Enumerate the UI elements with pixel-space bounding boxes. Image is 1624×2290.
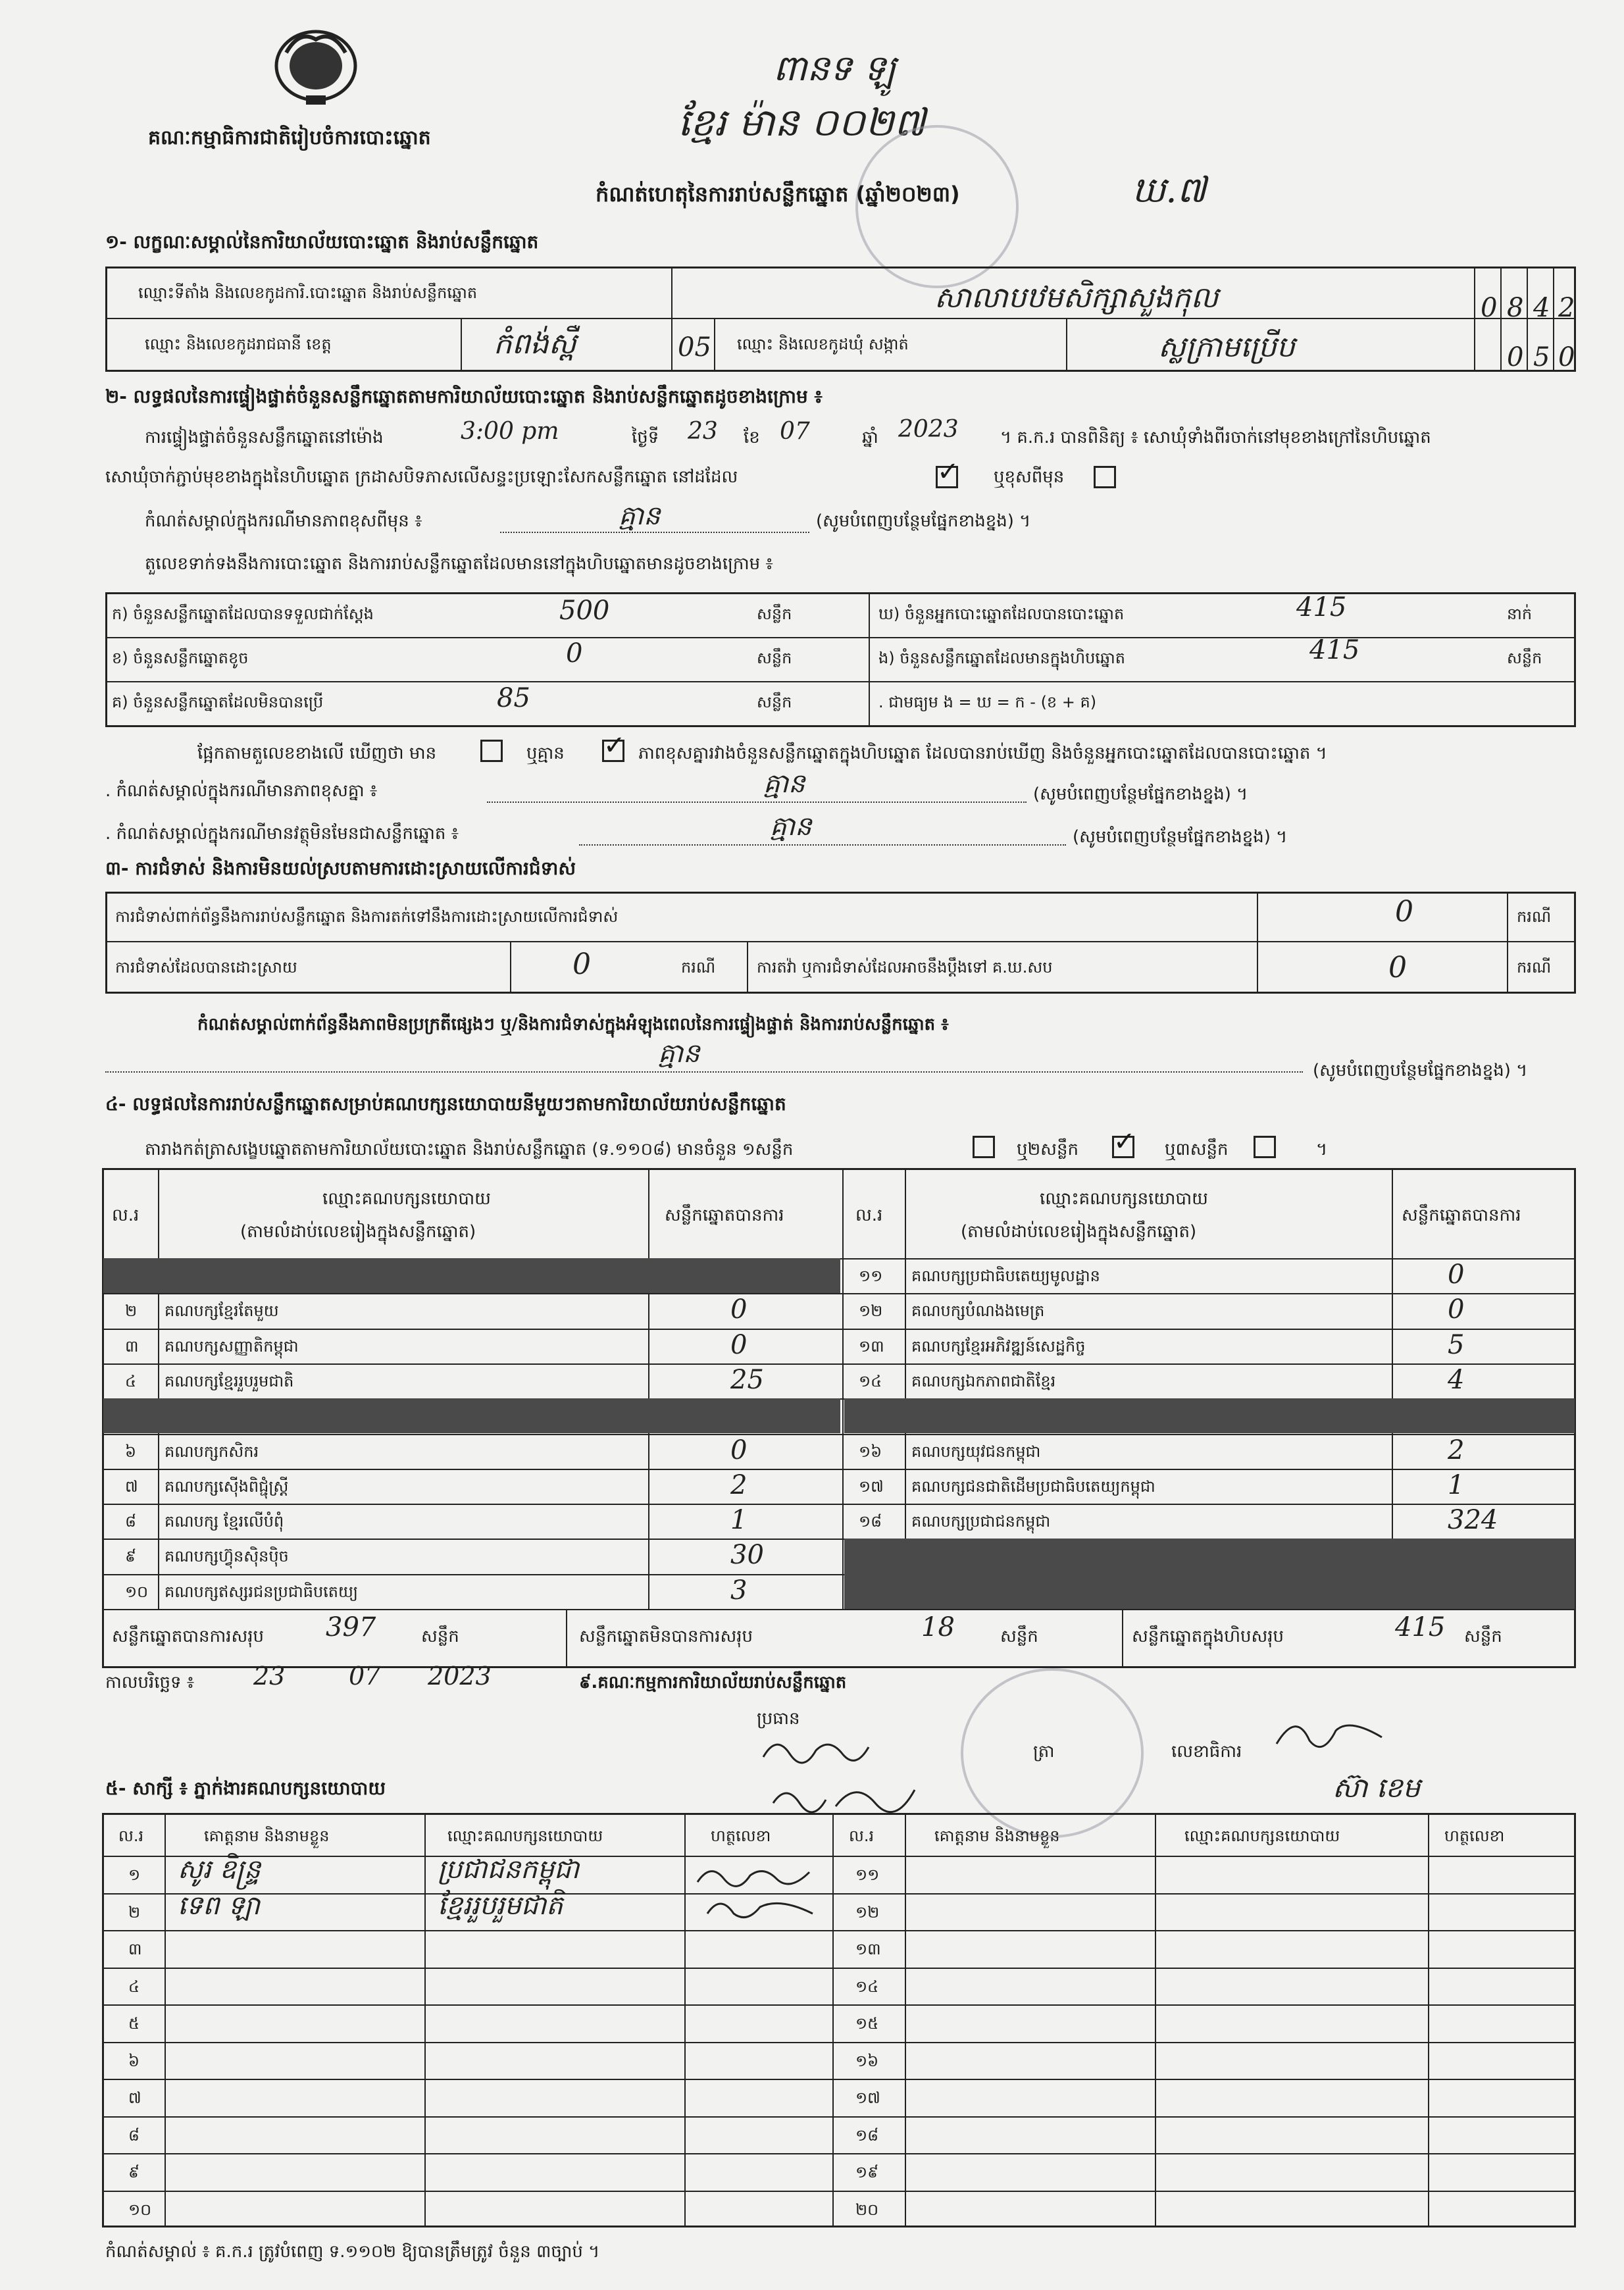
irregularity-note-label: កំណត់សម្គាល់ពាក់ព័ន្ធនឹងភាពមិនប្រក្រតីផ្សេងៗ ឬ/និងការជំទាស់ក្នុងអំឡុងពេលនៃការផ្ទៀងផ្ទាត់ និងការរាប់សន្លឹកឆ្នោត ៖ — [197, 1015, 949, 1034]
party-name-left: គណបក្សខ្មែរតែមួយ — [165, 1302, 279, 1321]
resolved-value: 0 — [572, 948, 591, 981]
witness-number-left: ៩ — [128, 2163, 140, 2181]
witness-number-right: ១២ — [855, 1902, 880, 1921]
objection-total-label: ការជំទាស់ពាក់ព័ន្ធនឹងការរាប់សន្លឹកឆ្នោត និងការតក់ទៅនឹងការដោះស្រាយលើការជំទាស់ — [115, 907, 619, 926]
spoiled-ballots-label: ខ) ចំនួនសន្លឹកឆ្នោតខូច — [112, 649, 249, 667]
witness-sig-header-left: ហត្ថលេខា — [711, 1827, 771, 1845]
verify-line-e: ។ គ.ក.រ បានពិនិត្យ ៖ សោឃុំទាំងពីរចាក់នៅមុខខាងក្រៅនៃហិបឆ្នោត — [1000, 428, 1431, 447]
total-invalid-label: សន្លឹកឆ្នោតមិនបានការសរុប — [579, 1627, 753, 1646]
row-divider-right — [842, 1329, 1576, 1330]
witness-1-name: សូរ ឧិន្ទ្រ — [178, 1854, 261, 1885]
witness-number-right: ១៧ — [855, 2089, 880, 2107]
section1-heading: ១- លក្ខណៈសម្គាល់នៃការិយាល័យបោះឆ្នោត និងរាប់សន្លឹកឆ្នោត — [105, 231, 539, 253]
witness-party-header-left: ឈ្មោះគណបក្សនយោបាយ — [447, 1827, 603, 1845]
party-table-votes-header-left: សន្លឹកឆ្នោតបានការ — [665, 1206, 784, 1225]
witness-row-divider — [102, 1968, 1576, 1969]
received-ballots-value: 500 — [559, 596, 610, 626]
verify-month: 07 — [780, 418, 810, 445]
difference-note-value: គ្មាន — [763, 769, 805, 799]
party-votes-left: 0 — [730, 1329, 748, 1360]
witness-party-header-right: ឈ្មោះគណបក្សនយោបាយ — [1184, 1827, 1340, 1845]
party-number-right: ១៤ — [859, 1371, 882, 1390]
witness-number-right: ១៤ — [855, 1977, 879, 1996]
party-table-votes-header-right: សន្លឹកឆ្នោតបានការ — [1402, 1206, 1521, 1225]
counts-intro: តួលេខទាក់ទងនឹងការបោះឆ្នោត និងការរាប់សន្លឹកឆ្នោតដែលមាននៅក្នុងហិបឆ្នោតមានដូចខាងក្រោម ៖ — [145, 554, 773, 574]
party-name-right: គណបក្សប្រជាធិបតេយ្យមូលដ្ឋាន — [911, 1267, 1100, 1285]
witness-number-right: ១១ — [855, 1866, 880, 1884]
verify-line-b: ថ្ងៃទី — [632, 428, 659, 447]
shaded-row-right — [844, 1574, 1575, 1609]
total-box-value: 415 — [1395, 1612, 1446, 1642]
witness-number-right: ១៩ — [855, 2163, 879, 2181]
location-label: ឈ្មោះទីតាំង និងលេខកូដការិ.បោះឆ្នោត និងរាប់សន្លឹកឆ្នោត — [138, 284, 478, 302]
summary-sheet-text: តារាងកត់ត្រាសង្ខេបឆ្នោតតាមការិយាល័យបោះឆ្នោត និងរាប់សន្លឹកឆ្នោត (ទ.១១០៨) មានចំនួន ១សន្លឹក — [145, 1140, 794, 1159]
difference-yes-checkbox[interactable] — [480, 740, 503, 762]
witness-name-header-right: គោត្តនាម និងនាមខ្លួន — [934, 1827, 1060, 1845]
date-day: 23 — [253, 1662, 286, 1691]
spoiled-ballots-unit: សន្លឹក — [757, 649, 792, 667]
witness-no-header-right: ល.រ — [849, 1827, 875, 1845]
handwritten-note-1: ពានទ ឡូ — [773, 47, 896, 89]
location-value: សាលាបឋមសិក្សាសួងកុល — [934, 281, 1219, 315]
resolved-unit: ករណី — [681, 958, 716, 977]
change-note-value: គ្មាន — [619, 501, 661, 531]
verify-year: 2023 — [898, 416, 959, 443]
party-votes-left: 1 — [730, 1505, 748, 1536]
province-value: កំពង់ស្ពឺ — [494, 327, 576, 361]
party-number-left: ៧ — [125, 1477, 138, 1496]
party-number-right: ១៦ — [859, 1442, 882, 1461]
party-votes-left: 3 — [730, 1575, 748, 1606]
party-table-no-header-right: ល.រ — [855, 1206, 883, 1225]
party-number-left: ៦ — [125, 1442, 136, 1461]
verify-line-c: ខែ — [744, 428, 760, 447]
party-number-left: ៩ — [125, 1547, 136, 1566]
party-table-no-header-left: ល.រ — [112, 1206, 140, 1225]
party-votes-right: 5 — [1448, 1329, 1465, 1360]
form-title: កំណត់ហេតុនៃការរាប់សន្លឹកឆ្នោត (ឆ្នាំ២០២៣) — [596, 182, 960, 207]
resolved-label: ការជំទាស់ដែលបានដោះស្រាយ — [115, 958, 297, 977]
row-divider-right — [842, 1469, 1576, 1470]
date-month: 07 — [349, 1662, 381, 1691]
unused-ballots-unit: សន្លឹក — [757, 693, 792, 711]
witness-number-left: ១០ — [128, 2200, 152, 2219]
witness-sig-header-right: ហត្ថលេខា — [1444, 1827, 1505, 1845]
verify-time: 3:00 pm — [461, 418, 559, 445]
unused-ballots-label: គ) ចំនួនសន្លឹកឆ្នោតដែលមិនបានប្រើ — [112, 693, 324, 711]
witness-number-right: ២០ — [855, 2200, 879, 2219]
party-votes-left: 25 — [730, 1364, 764, 1395]
witness-number-left: ៦ — [128, 2051, 140, 2070]
appeal-value: 0 — [1388, 951, 1407, 984]
witness-row-divider — [102, 1893, 1576, 1895]
party-name-left: គណបក្ស ខ្មែរលើបំពុំ — [165, 1512, 284, 1531]
two-sheet-checkmark: ✓ — [1113, 1127, 1136, 1157]
location-code-3: 4 — [1533, 293, 1550, 323]
commune-code-1: 0 — [1507, 342, 1524, 372]
total-invalid-value: 18 — [921, 1612, 955, 1642]
commune-label: ឈ្មោះ និងលេខកូដឃុំ សង្កាត់ — [737, 335, 909, 353]
committee-name: គណៈកម្មាធិការជាតិរៀបចំការបោះឆ្នោត — [148, 126, 431, 149]
verify-line-2-alt: ឬខុសពីមុន — [994, 467, 1065, 487]
foreign-object-note-value: គ្មាន — [770, 811, 812, 842]
handwritten-note-3: ឃ.៧ — [1132, 169, 1206, 211]
compare-text-a: ផ្អែកតាមតួលេខខាងលើ ឃើញថា មាន — [197, 744, 437, 763]
location-code-1: 0 — [1481, 293, 1498, 323]
committee-label: ៩.គណៈកម្មការការិយាល័យរាប់សន្លឹកឆ្នោត — [579, 1673, 847, 1692]
witness-no-header-left: ល.រ — [118, 1827, 144, 1845]
witness-row-divider — [102, 2191, 1576, 2192]
shaded-row-left — [103, 1398, 840, 1433]
party-number-left: ២ — [125, 1302, 138, 1321]
voters-label: ឃ) ចំនួនអ្នកបោះឆ្នោតដែលបានបោះឆ្នោត — [878, 605, 1125, 623]
total-invalid-unit: សន្លឹក — [1000, 1627, 1038, 1646]
section3-heading: ៣- ការជំទាស់ និងការមិនយល់ស្របតាមការដោះស្រាយលើការជំទាស់ — [105, 857, 576, 879]
party-votes-right: 0 — [1448, 1294, 1465, 1325]
three-sheet-checkbox[interactable] — [1254, 1136, 1276, 1158]
witness-2-party: ខ្មែររួបរួមជាតិ — [438, 1891, 563, 1921]
commune-value: ស្លក្រាមប្រើប — [1158, 330, 1295, 364]
date-label: កាលបរិច្ឆេទ ៖ — [105, 1673, 195, 1692]
president-signature — [757, 1731, 875, 1770]
section2-heading: ២- លទ្ធផលនៃការផ្ទៀងផ្ទាត់ចំនួនសន្លឹកឆ្នោតតាមការិយាល័យបោះឆ្នោត និងរាប់សន្លឹកឆ្នោតដូចខាងក្រោម ៖ — [105, 386, 823, 407]
compare-text-b: ឬគ្មាន — [526, 744, 565, 763]
appeal-unit: ករណី — [1517, 958, 1552, 977]
party-number-right: ១៨ — [859, 1512, 882, 1531]
party-name-left: គណបក្សឥស្សរជនប្រជាធិបតេយ្យ — [165, 1582, 359, 1601]
formula-label: . ជាមធ្យម ង = ឃ = ក - (ខ + គ) — [878, 693, 1097, 711]
verify-line-a: ការផ្ទៀងផ្ទាត់ចំនួនសន្លឹកឆ្នោតនៅម៉ោង — [145, 428, 384, 447]
party-number-right: ១៧ — [859, 1477, 884, 1496]
verify-line-d: ឆ្នាំ — [862, 428, 878, 447]
foreign-object-note-suffix: (សូមបំពេញបន្ថែមផ្នែកខាងខ្នង) ។ — [1073, 827, 1288, 847]
party-name-left: គណបក្សកសិករ — [165, 1442, 259, 1461]
shaded-row-right — [844, 1539, 1575, 1573]
shaded-row-left — [103, 1258, 840, 1293]
witness-row-divider — [102, 2116, 1576, 2118]
party-votes-left: 2 — [730, 1469, 748, 1500]
total-box-unit: សន្លឹក — [1464, 1627, 1502, 1646]
party-name-left: គណបក្សហ៊្វុនស៊ិនប៉ិច — [165, 1547, 289, 1566]
party-table-name-sub-right: (តាមលំដាប់លេខរៀងក្នុងសន្លឹកឆ្នោត) — [961, 1222, 1197, 1242]
witness-number-right: ១៦ — [855, 2051, 879, 2070]
commune-code-2: 5 — [1533, 342, 1550, 372]
party-name-left: គណបក្សខ្មែររួបរួមជាតិ — [165, 1371, 294, 1390]
changed-checkbox[interactable] — [1094, 466, 1116, 488]
party-name-right: គណបក្សខ្មែរអភិវឌ្ឍន៍សេដ្ឋកិច្ច — [911, 1336, 1086, 1356]
shaded-row-right — [844, 1398, 1575, 1433]
party-votes-right: 2 — [1448, 1435, 1465, 1465]
witness-name-header-left: គោត្តនាម និងនាមខ្លួន — [204, 1827, 330, 1845]
witness-number-left: ៧ — [128, 2089, 141, 2107]
section5-heading: ៥- សាក្សី ៖ ភ្នាក់ងារគណបក្សនយោបាយ — [105, 1777, 386, 1799]
location-code-2: 8 — [1507, 293, 1524, 323]
received-ballots-unit: សន្លឹក — [757, 605, 792, 623]
witness-number-left: ១ — [128, 1866, 141, 1884]
witness-number-right: ១៣ — [855, 1940, 881, 1958]
three-sheet-label: ឬ៣សន្លឹក — [1165, 1140, 1229, 1159]
witness-row-divider — [102, 2004, 1576, 2006]
party-number-right: ១២ — [859, 1302, 883, 1321]
difference-note-suffix: (សូមបំពេញបន្ថែមផ្នែកខាងខ្នង) ។ — [1033, 784, 1248, 804]
witness-row-divider — [102, 2042, 1576, 2043]
total-valid-label: សន្លឹកឆ្នោតបានការសរុប — [112, 1627, 265, 1646]
party-number-left: ៣ — [125, 1336, 139, 1356]
ballots-in-box-value: 415 — [1309, 635, 1360, 665]
appeal-label: ការតវ៉ា ឬការជំទាស់ដែលអាចនឹងប្តឹងទៅ គ.ឃ.សប — [757, 958, 1053, 977]
party-votes-left: 0 — [730, 1435, 748, 1465]
witness-row-divider — [102, 1930, 1576, 1931]
section4-heading: ៤- លទ្ធផលនៃការរាប់សន្លឹកឆ្នោតសម្រាប់គណបក្សនយោបាយនីមួយៗតាមការិយាល័យរាប់សន្លឹកឆ្នោត — [105, 1093, 786, 1115]
voters-value: 415 — [1296, 592, 1347, 623]
objection-total-value: 0 — [1395, 895, 1413, 929]
party-votes-left: 30 — [730, 1540, 764, 1571]
party-name-right: គណបក្សយុវជនកម្ពុជា — [911, 1442, 1041, 1461]
witness-number-right: ១៨ — [855, 2125, 879, 2145]
witness-2-name: ទេព ឡា — [178, 1891, 261, 1921]
witness-1-signature — [691, 1859, 816, 1892]
sheet-suffix: ។ — [1316, 1140, 1328, 1159]
party-name-right: គណបក្សឯកភាពជាតិខ្មែរ — [911, 1371, 1056, 1390]
voters-unit: នាក់ — [1507, 605, 1533, 623]
party-number-right: ១១ — [859, 1267, 883, 1285]
witness-1-party: ប្រជាជនកម្ពុជា — [438, 1854, 580, 1885]
witness-number-left: ៥ — [128, 2014, 140, 2033]
ballots-in-box-label: ង) ចំនួនសន្លឹកឆ្នោតដែលមានក្នុងហិបឆ្នោត — [878, 649, 1125, 667]
objection-total-unit: ករណី — [1517, 907, 1552, 926]
row-divider-right — [842, 1363, 1576, 1365]
secretary-name: ស៊ា ខេម — [1332, 1771, 1421, 1804]
party-number-left: ៨ — [125, 1512, 136, 1531]
witness-number-left: ៣ — [128, 1940, 142, 1958]
witness-number-right: ១៥ — [855, 2014, 879, 2033]
difference-note-label: . កំណត់សម្គាល់ក្នុងករណីមានភាពខុសគ្នា ៖ — [105, 781, 378, 801]
witness-table — [102, 1813, 1576, 2227]
two-sheet-label: ឬ២សន្លឹក — [1017, 1140, 1078, 1159]
party-votes-right: 324 — [1448, 1505, 1498, 1536]
secretary-signature — [1270, 1711, 1388, 1764]
received-ballots-label: ក) ចំនួនសន្លឹកឆ្នោតដែលបានទទួលជាក់ស្តែង — [112, 605, 374, 623]
spoiled-ballots-value: 0 — [566, 638, 583, 669]
party-name-left: គណបក្សសញ្ញាតិកម្ពុជា — [165, 1336, 299, 1356]
location-code-4: 2 — [1558, 293, 1575, 323]
compare-text-c: ភាពខុសគ្នារវាងចំនួនសន្លឹកឆ្នោតក្នុងហិបឆ្នោត ដែលបានរាប់ឃើញ និងចំនួនអ្នកបោះឆ្នោតដែលបានបោះឆ្នោត ។ — [638, 744, 1327, 763]
total-valid-value: 397 — [326, 1612, 376, 1642]
irregularity-note-suffix: (សូមបំពេញបន្ថែមផ្នែកខាងខ្នង) ។ — [1313, 1061, 1528, 1081]
row-divider-right — [842, 1434, 1576, 1435]
party-table-name-header-right: ឈ្មោះគណបក្សនយោបាយ — [1040, 1189, 1208, 1209]
ballots-in-box-unit: សន្លឹក — [1507, 649, 1542, 667]
row-divider-right — [842, 1293, 1576, 1294]
party-name-left: គណបក្សស៊ើងពិជ្ជុំស្ត្រី — [165, 1477, 289, 1496]
president-name-signature — [770, 1777, 921, 1816]
total-valid-unit: សន្លឹក — [421, 1627, 459, 1646]
party-votes-right: 4 — [1448, 1364, 1465, 1395]
province-code: 05 — [678, 332, 711, 363]
member-label: ត្រា — [1033, 1742, 1055, 1762]
party-table-name-header-left: ឈ្មោះគណបក្សនយោបាយ — [322, 1189, 491, 1209]
difference-no-checkmark: ✓ — [603, 730, 626, 761]
party-votes-right: 1 — [1448, 1469, 1465, 1500]
party-name-right: គណបក្សប្រជាជនកម្ពុជា — [911, 1512, 1051, 1531]
party-number-right: ១៣ — [859, 1336, 884, 1356]
secretary-label: លេខាធិការ — [1171, 1742, 1242, 1762]
party-number-left: ៤ — [125, 1371, 136, 1390]
change-note-label: កំណត់សម្គាល់ក្នុងករណីមានភាពខុសពីមុន ៖ — [145, 511, 422, 531]
verify-day: 23 — [688, 418, 718, 445]
party-table-name-sub-left: (តាមលំដាប់លេខរៀងក្នុងសន្លឹកឆ្នោត) — [240, 1222, 476, 1242]
witness-number-left: ៤ — [128, 1977, 140, 1996]
witness-row-divider — [102, 2079, 1576, 2080]
witness-number-left: ៨ — [128, 2125, 140, 2145]
party-votes-left: 0 — [730, 1294, 748, 1325]
irregularity-note-value: គ្មាន — [658, 1038, 700, 1069]
party-number-left: ១០ — [125, 1582, 149, 1601]
president-label: ប្រធាន — [757, 1709, 800, 1729]
unchanged-checkmark: ✓ — [937, 457, 959, 487]
witness-row-divider — [102, 2153, 1576, 2154]
party-name-right: គណបក្សជនជាតិដើមប្រជាធិបតេយ្យកម្ពុជា — [911, 1477, 1155, 1496]
party-votes-right: 0 — [1448, 1260, 1465, 1290]
commune-code-3: 0 — [1558, 342, 1575, 372]
party-name-right: គណបក្សបំណងងមេត្រ — [911, 1302, 1045, 1321]
nec-logo — [260, 26, 372, 112]
handwritten-note-2: ខ្មែរ ម៉ាន ០០២៧ — [678, 100, 926, 145]
witness-number-left: ២ — [128, 1902, 141, 1921]
foreign-object-note-label: . កំណត់សម្គាល់ក្នុងករណីមានវត្ថុមិនមែនជាសន្លឹកឆ្នោត ៖ — [105, 824, 459, 844]
change-note-suffix: (សូមបំពេញបន្ថែមផ្នែកខាងខ្នង) ។ — [816, 511, 1031, 531]
unused-ballots-value: 85 — [497, 683, 530, 713]
footer-note: កំណត់សម្គាល់ ៖ គ.ក.រ ត្រូវបំពេញ ទ.១១០២ ឱ្យបានត្រឹមត្រូវ ចំនួន ៣ច្បាប់ ។ — [105, 2242, 600, 2262]
one-sheet-checkbox[interactable] — [973, 1136, 995, 1158]
total-box-label: សន្លឹកឆ្នោតក្នុងហិបសរុប — [1132, 1627, 1284, 1646]
verify-line-2: សោឃុំចាក់ភ្ជាប់មុខខាងក្នុងនៃហិបឆ្នោត ក្រដាសបិទភាសលើសន្ទះប្រឡោះសែកសន្លឹកឆ្នោត នៅដដែល — [105, 467, 738, 487]
date-year: 2023 — [428, 1662, 492, 1691]
province-label: ឈ្មោះ និងលេខកូដរាជធានី ខេត្ត — [145, 335, 332, 353]
witness-2-signature — [701, 1894, 819, 1927]
